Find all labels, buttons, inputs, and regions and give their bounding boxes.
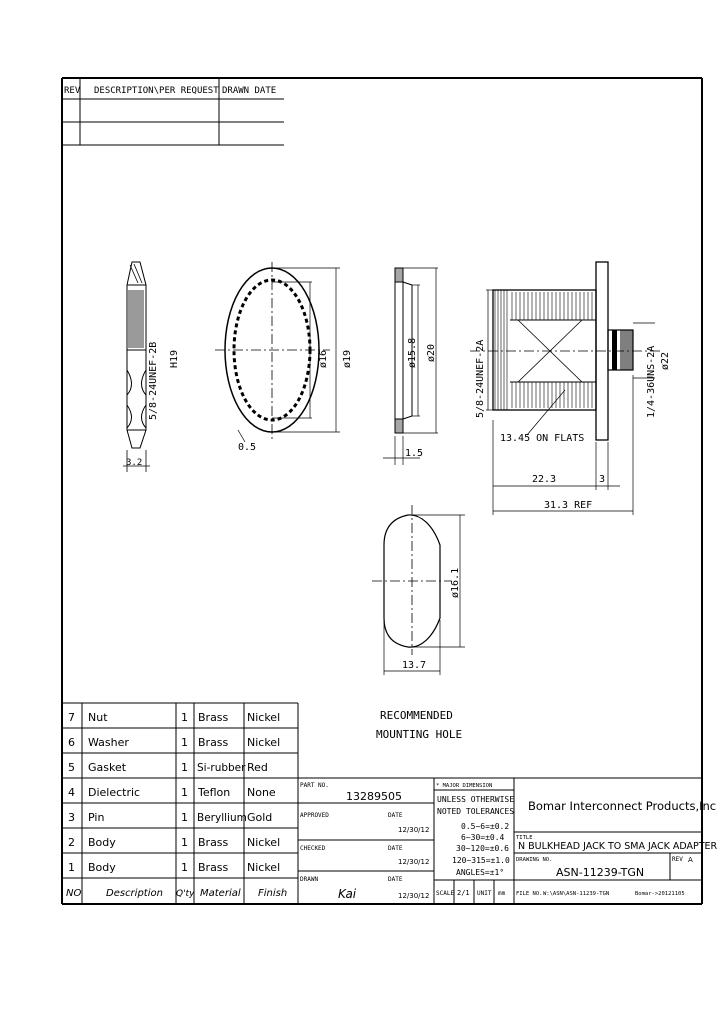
- washer-outer-dim: ø19: [342, 349, 353, 368]
- svg-text:Pin: Pin: [88, 811, 105, 824]
- file-ref: Bomar->20121105: [635, 891, 685, 897]
- description-header: DESCRIPTION\PER REQUEST: [94, 86, 219, 96]
- svg-text:Material: Material: [200, 888, 241, 899]
- svg-text:Gasket: Gasket: [88, 761, 127, 774]
- svg-text:Brass: Brass: [198, 836, 229, 849]
- svg-text:Description: Description: [106, 888, 163, 899]
- checked-date: 12/30/12: [398, 858, 430, 866]
- drawing-title: N BULKHEAD JACK TO SMA JACK ADAPTER: [518, 841, 718, 852]
- adapter-right-thread: 1/4-36UNS-2A: [646, 345, 657, 418]
- svg-text:Nickel: Nickel: [247, 861, 281, 874]
- adapter-diameter-dim: ø22: [660, 351, 671, 370]
- nut-side-view: [123, 262, 180, 472]
- mounting-hole-view: [372, 505, 465, 741]
- approved-label: APPROVED: [300, 812, 329, 819]
- svg-text:Brass: Brass: [198, 711, 229, 724]
- bom-row: [68, 786, 276, 799]
- svg-text:Nickel: Nickel: [247, 736, 281, 749]
- rev-value: A: [688, 856, 693, 864]
- length-22-3: 22.3: [532, 474, 557, 485]
- nut-thread-label: 5/8-24UNEF-2B: [148, 341, 159, 420]
- svg-text:1: 1: [181, 811, 188, 824]
- scale-label: SCALE: [436, 890, 455, 897]
- svg-text:Nickel: Nickel: [247, 836, 281, 849]
- length-31-3-ref: 31.3 REF: [544, 500, 593, 511]
- svg-text:1: 1: [181, 786, 188, 799]
- tolerance-line-6: 120~315=±1.0: [452, 856, 510, 865]
- scale-value: 2/1: [457, 889, 470, 897]
- tolerance-line-3: 0.5~6=±0.2: [461, 822, 510, 831]
- svg-text:1: 1: [181, 736, 188, 749]
- file-path: W:\ASN\ASN-11239-TGN: [543, 891, 610, 897]
- gasket-side-view: [383, 268, 438, 465]
- bom-row: [68, 836, 280, 849]
- part-no: 13289505: [346, 790, 402, 803]
- unit-label: UNIT: [477, 890, 492, 897]
- svg-text:1: 1: [181, 711, 188, 724]
- tolerance-line-5: 30~120=±0.6: [456, 844, 509, 853]
- gasket-thickness-dim: 1.5: [405, 448, 424, 459]
- svg-text:1: 1: [181, 761, 188, 774]
- svg-text:5: 5: [68, 761, 75, 774]
- rev-header: REV: [64, 86, 81, 96]
- checked-label: CHECKED: [300, 845, 326, 852]
- unit-value: mm: [498, 890, 506, 897]
- checked-date-label: DATE: [388, 845, 403, 852]
- svg-text:Finish: Finish: [258, 888, 288, 899]
- tolerance-line-7: ANGLES=±1°: [456, 868, 505, 877]
- svg-text:7: 7: [68, 711, 75, 724]
- washer-front-view: [215, 262, 353, 453]
- svg-text:Nut: Nut: [88, 711, 108, 724]
- drawn-label: DRAWN: [300, 876, 319, 883]
- approved-date: 12/30/12: [398, 826, 430, 834]
- drawing-no: ASN-11239-TGN: [556, 866, 645, 879]
- drawn-date-label: DATE: [388, 876, 403, 883]
- tolerance-line-2: NOTED TOLERANCES: [437, 807, 515, 816]
- washer-thickness-dim: 0.5: [238, 442, 257, 453]
- svg-text:4: 4: [68, 786, 75, 799]
- approved-date-label: DATE: [388, 812, 403, 819]
- svg-text:Body: Body: [88, 836, 116, 849]
- washer-inner-dim: ø16: [318, 349, 329, 368]
- flats-label: 13.45 ON FLATS: [500, 433, 585, 444]
- adapter-left-thread: 5/8-24UNEF-2A: [475, 339, 486, 418]
- svg-text:2: 2: [68, 836, 75, 849]
- svg-text:Beryllium: Beryllium: [197, 812, 247, 824]
- hole-diameter-dim: ø16.1: [450, 567, 461, 598]
- part-no-label: PART NO.: [300, 782, 329, 789]
- bom-row: [68, 811, 272, 824]
- drawn-by: Kai: [338, 887, 357, 901]
- nut-hex-label: H19: [169, 349, 180, 368]
- drawing-no-label: DRAWING NO.: [516, 857, 553, 863]
- title-label: TITLE: [516, 835, 533, 841]
- hole-width-dim: 13.7: [402, 660, 427, 671]
- bom-row: [68, 711, 280, 724]
- adapter-side-view: [470, 262, 671, 515]
- file-no-label: FILE NO.: [516, 891, 543, 897]
- bom-row: [68, 861, 280, 874]
- rev-label: REV: [672, 856, 683, 863]
- svg-text:NO: NO: [66, 888, 82, 899]
- drawn-date: 12/30/12: [398, 892, 430, 900]
- svg-text:None: None: [247, 786, 276, 799]
- length-3: 3: [599, 474, 606, 485]
- tolerance-line-4: 6~30=±0.4: [461, 833, 505, 842]
- svg-text:1: 1: [181, 836, 188, 849]
- sheet-border: [62, 78, 702, 904]
- bom-header: [66, 888, 287, 899]
- svg-text:Nickel: Nickel: [247, 711, 281, 724]
- svg-text:Body: Body: [88, 861, 116, 874]
- gasket-inner-dim: ø15.8: [407, 337, 418, 368]
- mounting-hole-title-2: MOUNTING HOLE: [376, 728, 463, 741]
- svg-text:Teflon: Teflon: [198, 786, 231, 799]
- major-dimension-note: * MAJOR DIMENSION: [436, 783, 493, 789]
- svg-text:Brass: Brass: [198, 861, 229, 874]
- svg-text:3: 3: [68, 811, 75, 824]
- svg-text:6: 6: [68, 736, 75, 749]
- tolerance-line-1: UNLESS OTHERWISE: [437, 795, 515, 804]
- svg-text:Gold: Gold: [247, 811, 273, 824]
- svg-text:Red: Red: [247, 761, 268, 774]
- svg-text:1: 1: [181, 861, 188, 874]
- bom-row: [68, 736, 280, 749]
- svg-text:Dielectric: Dielectric: [88, 786, 141, 799]
- svg-text:Washer: Washer: [88, 736, 129, 749]
- gasket-outer-dim: ø20: [426, 343, 437, 362]
- revision-table: [62, 78, 284, 145]
- mounting-hole-title-1: RECOMMENDED: [380, 709, 453, 722]
- nut-width-dim: 3.2: [126, 458, 143, 468]
- svg-text:Q'ty: Q'ty: [176, 889, 195, 899]
- svg-text:Brass: Brass: [198, 736, 229, 749]
- company-name: Bomar Interconnect Products,Inc: [528, 799, 717, 813]
- svg-text:Si-rubber: Si-rubber: [197, 762, 246, 774]
- bom-row: [68, 761, 268, 774]
- drawn-date-header: DRAWN DATE: [222, 86, 277, 96]
- svg-text:1: 1: [68, 861, 75, 874]
